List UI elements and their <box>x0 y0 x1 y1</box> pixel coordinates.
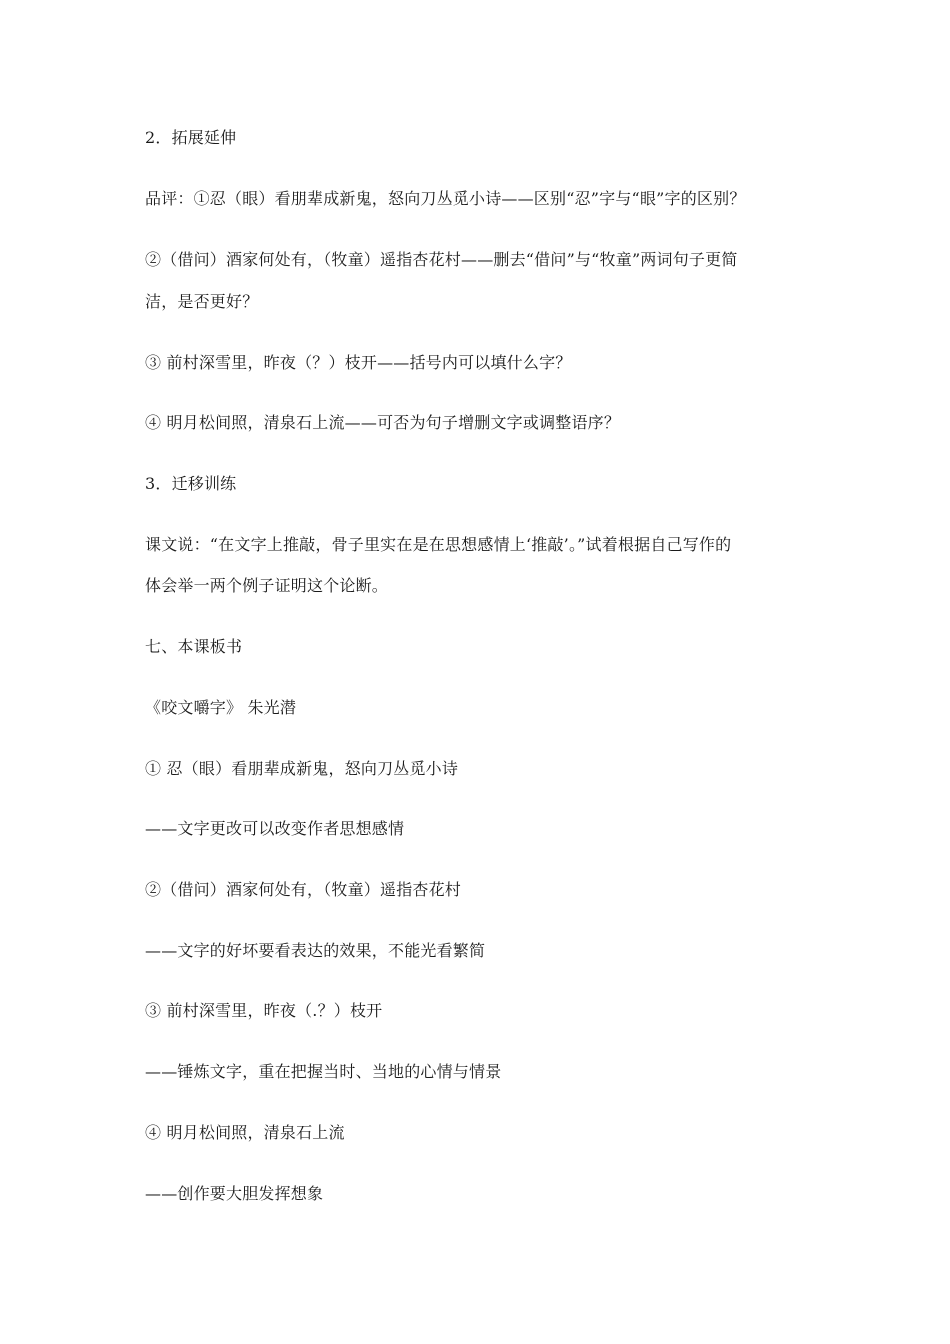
board-entry-3-quote: ③ 前村深雪里，昨夜（.？）枝开 <box>145 1001 383 1020</box>
board-entry-1-note: ——文字更改可以改变作者思想感情 <box>145 819 405 838</box>
board-title: 《咬文嚼字》 朱光潜 <box>145 698 297 717</box>
section-3-text-line-2: 体会举一两个例子证明这个论断。 <box>145 576 389 595</box>
board-entry-1-quote: ① 忍（眼）看朋辈成新鬼，怒向刀丛觅小诗 <box>145 759 459 778</box>
section-2-item-2-line-2: 洁，是否更好？ <box>145 292 259 311</box>
board-entry-2-quote: ②（借问）酒家何处有，（牧童）遥指杏花村 <box>145 880 462 899</box>
section-3-text-line-1: 课文说：“在文字上推敲，骨子里实在是在思想感情上‘推敲’。”试着根据自己写作的 <box>145 535 732 554</box>
board-entry-3-note: ——锤炼文字，重在把握当时、当地的心情与情景 <box>145 1062 502 1081</box>
section-2-item-2-line-1: ②（借问）酒家何处有，（牧童）遥指杏花村——删去“借问”与“牧童”两词句子更简 <box>145 250 738 269</box>
section-7-heading: 七、本课板书 <box>145 637 243 656</box>
section-3-heading: 3．迁移训练 <box>145 474 237 493</box>
board-entry-2-note: ——文字的好坏要看表达的效果，不能光看繁简 <box>145 941 486 960</box>
section-2-heading: 2．拓展延伸 <box>145 128 237 147</box>
section-2-item-4: ④ 明月松间照，清泉石上流——可否为句子增删文字或调整语序？ <box>145 413 621 432</box>
section-2-item-1: 品评：①忍（眼）看朋辈成新鬼，怒向刀丛觅小诗——区别“忍”字与“眼”字的区别？ <box>145 189 746 208</box>
board-entry-4-note: ——创作要大胆发挥想象 <box>145 1184 324 1203</box>
board-entry-4-quote: ④ 明月松间照，清泉石上流 <box>145 1123 345 1142</box>
section-2-item-3: ③ 前村深雪里，昨夜（？）枝开——括号内可以填什么字？ <box>145 353 572 372</box>
